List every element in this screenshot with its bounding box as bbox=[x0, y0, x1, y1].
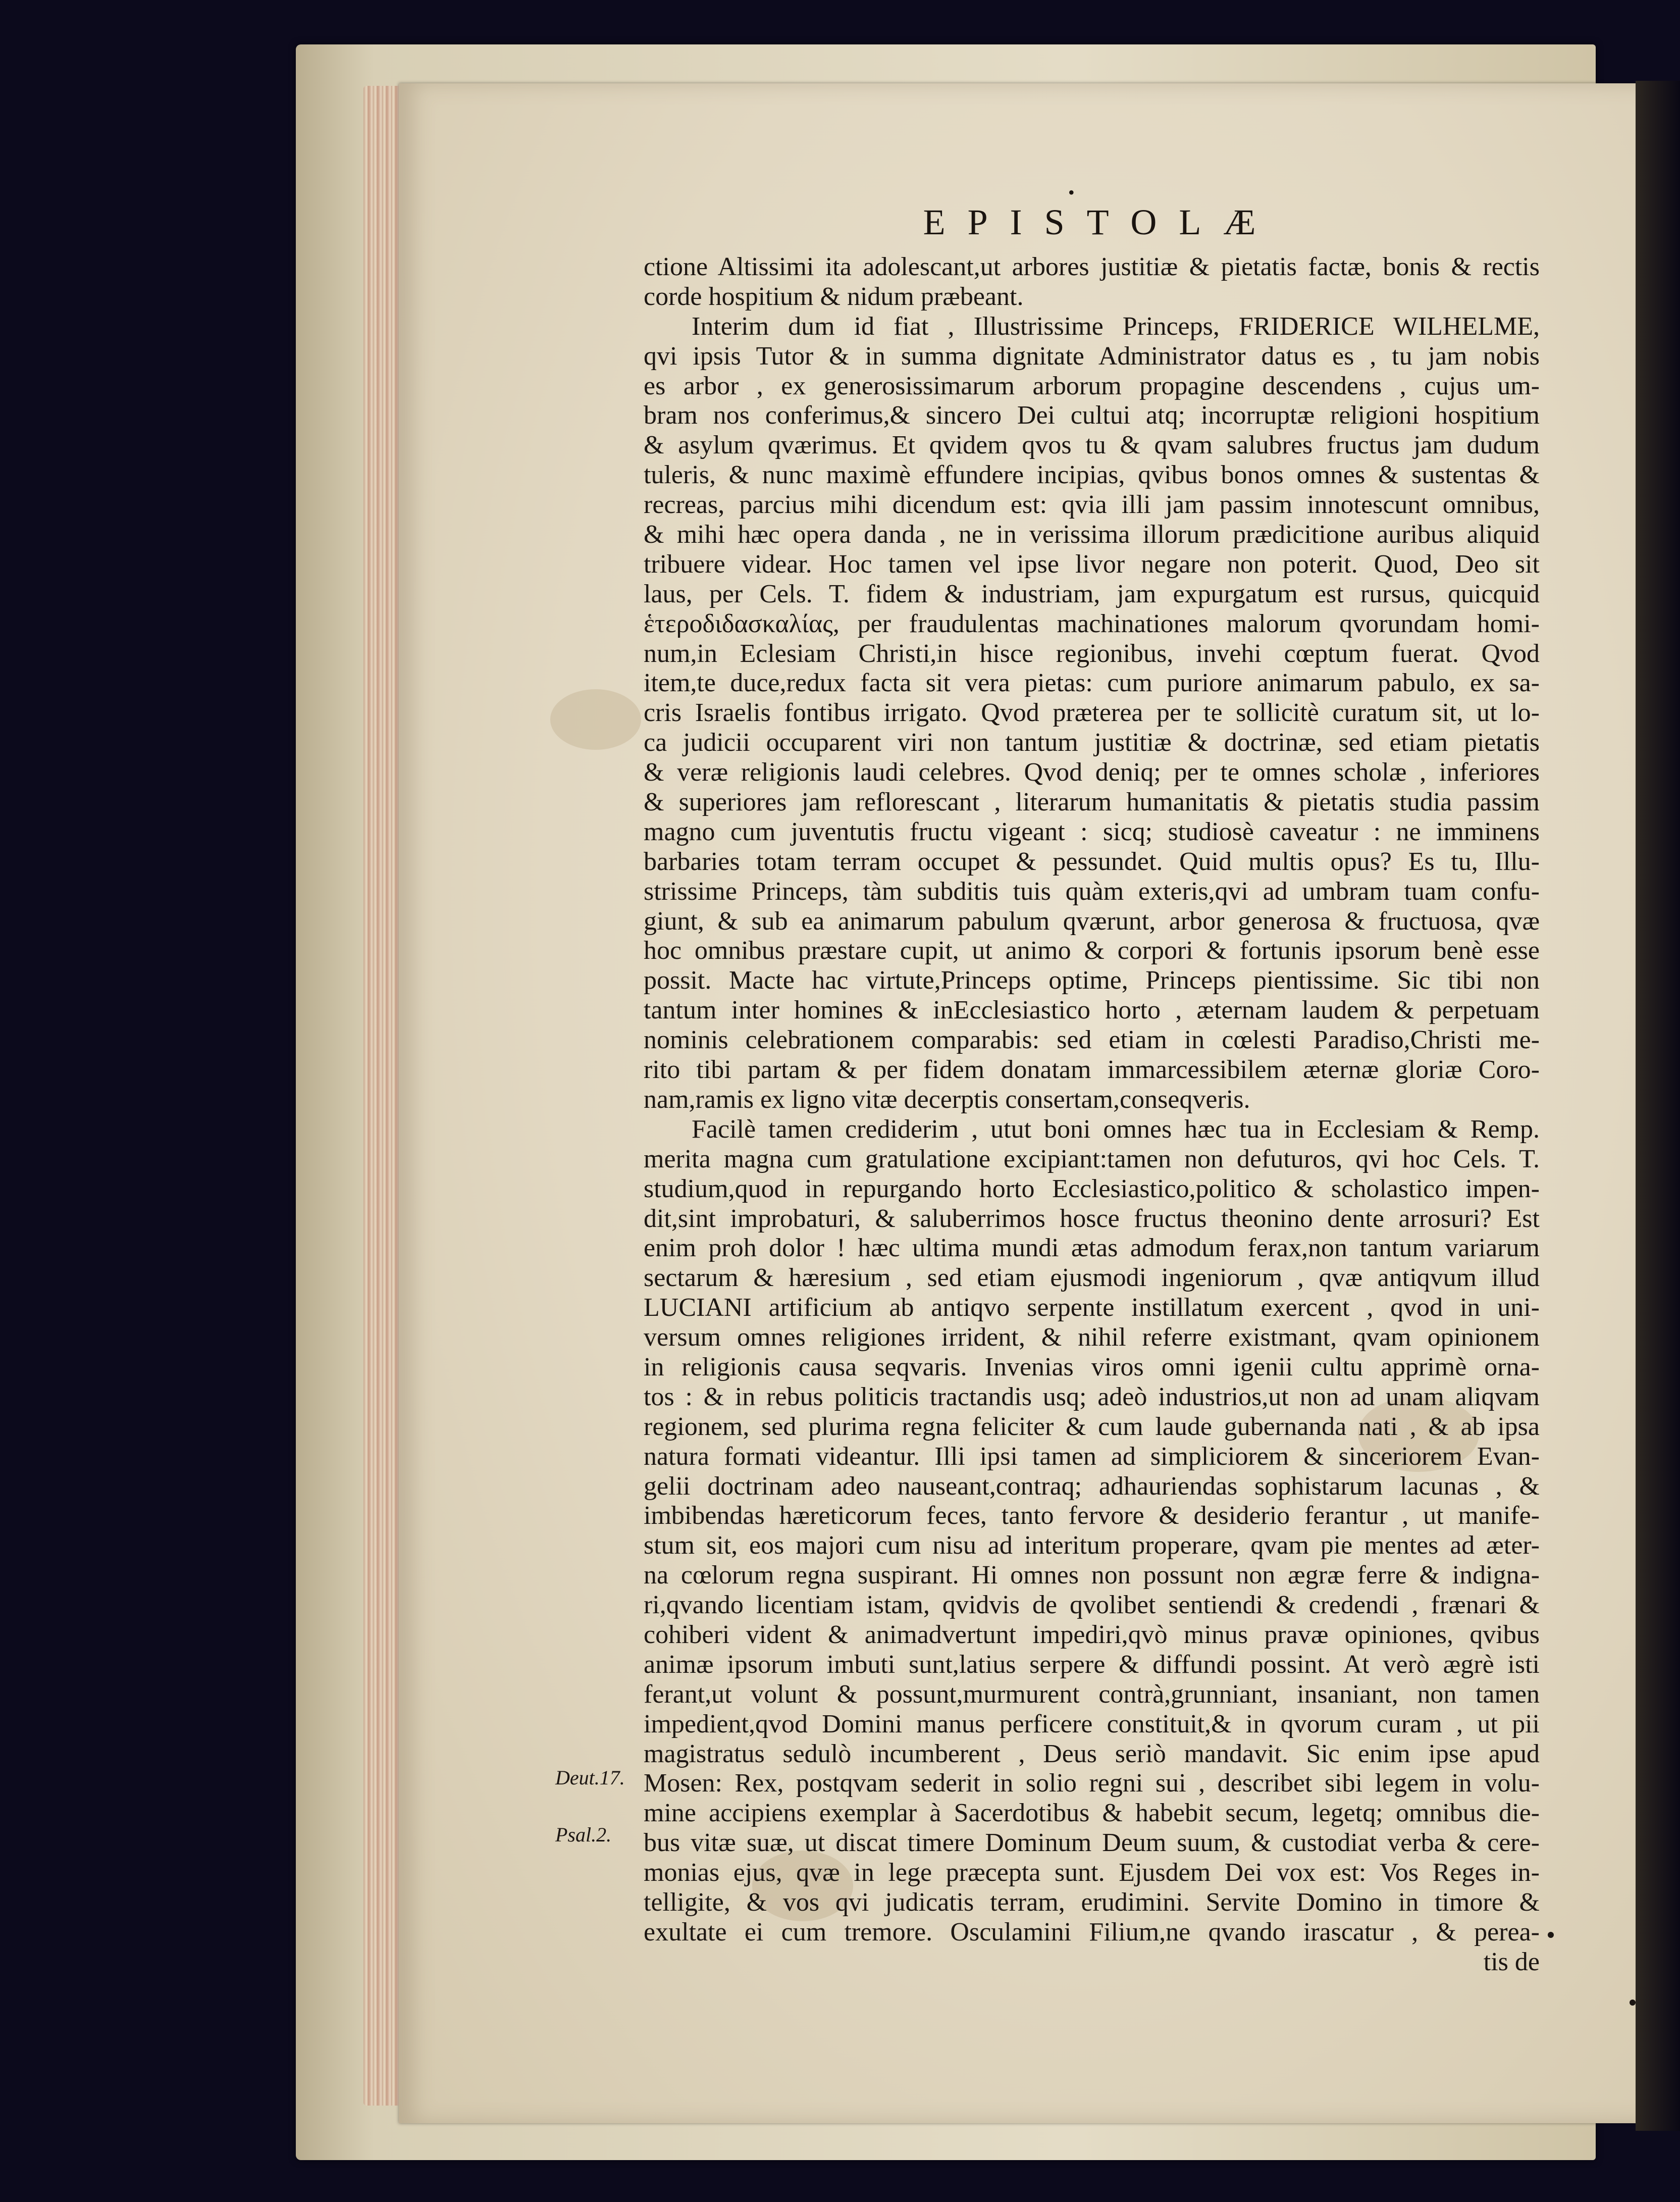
text-line: possit. Macte hac virtute,Princeps optime, Princeps pientissime. Sic tibi non bbox=[644, 966, 1540, 995]
text-line: num,in Eclesiam Christi,in hisce regionibus, invehi cœptum fuerat. Qvod bbox=[644, 639, 1540, 668]
ink-dot bbox=[1548, 1932, 1554, 1938]
text-line: versum omnes religiones irrident, & nihil referre existmant, qvam opinionem bbox=[644, 1323, 1540, 1352]
text-line: ferant,ut volunt & possunt,murmurent contrà,grunniant, insaniant, non tamen bbox=[644, 1679, 1540, 1709]
foxing-spot bbox=[550, 689, 641, 750]
text-line: nominis celebrationem comparabis: sed etiam in cœlesti Paradiso,Christi me- bbox=[644, 1026, 1540, 1055]
text-line: es arbor , ex generosissimarum arborum propagine descendens , cujus um- bbox=[644, 371, 1540, 400]
text-line: in religionis causa seqvaris. Invenias viros omni igenii cultu apprimè orna- bbox=[644, 1352, 1540, 1381]
text-line: strissime Princeps, tàm subditis tuis quàm exteris,qvi ad umbram tuam confu- bbox=[644, 877, 1540, 906]
text-line: tuleris, & nunc maximè effundere incipias, qvibus bonos omnes & sustentas & bbox=[644, 460, 1540, 490]
text-line: Interim dum id fiat , Illustrissime Princeps, FRIDERICE WILHELME, bbox=[692, 312, 1540, 341]
text-line: ca judicii occuparent viri non tantum justitiæ & doctrinæ, sed etiam pietatis bbox=[644, 728, 1540, 757]
text-line: ἑτεροδιδασκαλίας, per fraudulentas machinationes malorum qvorundam homi- bbox=[644, 609, 1540, 638]
text-line: exultate ei cum tremore. Osculamini Filium,ne qvando irascatur , & perea- bbox=[644, 1917, 1540, 1947]
text-line: & asylum qværimus. Et qvidem qvos tu & qvam salubres fructus jam dudum bbox=[644, 431, 1540, 460]
background-shadow bbox=[1636, 81, 1680, 2131]
text-line: tribuere videar. Hoc tamen vel ipse livor negare non poterit. Quod, Deo sit bbox=[644, 549, 1540, 579]
text-line: tantum inter homines & inEcclesiastico horto , æternam laudem & perpetuam bbox=[644, 996, 1540, 1025]
text-line: barbaries totam terram occupet & pessundet. Quid multis opus? Es tu, Illu- bbox=[644, 847, 1540, 876]
text-line: rito tibi partam & per fidem donatam immarcessibilem æternæ gloriæ Coro- bbox=[644, 1055, 1540, 1085]
text-line: gelii doctrinam adeo nauseant,contraq; adhauriendas sophistarum lacunas , & bbox=[644, 1471, 1540, 1501]
text-line: merita magna cum gratulatione excipiant:tamen non defuturos, qvi hoc Cels. T. bbox=[644, 1144, 1540, 1173]
text-block bbox=[644, 252, 1540, 1977]
text-line: & mihi hæc opera danda , ne in verissima illorum prædicitione auribus aliquid bbox=[644, 520, 1540, 549]
text-line: & veræ religionis laudi celebres. Qvod deniq; per te omnes scholæ , inferiores bbox=[644, 758, 1540, 787]
text-line: monias ejus, qvæ in lege præcepta sunt. Ejusdem Dei vox est: Vos Reges in- bbox=[644, 1858, 1540, 1887]
text-line: telligite, & vos qvi judicatis terram, erudimini. Servite Domino in timore & bbox=[644, 1887, 1540, 1917]
text-line: stum sit, eos majori cum nisu ad interitum properare, qvam pie mentes ad æter- bbox=[644, 1531, 1540, 1560]
text-line: impedient,qvod Domini manus perficere constituit,& in qvorum curam , ut pii bbox=[644, 1709, 1540, 1738]
text-line: ctione Altissimi ita adolescant,ut arbores justitiæ & pietatis factæ, bonis & rectis bbox=[644, 252, 1540, 281]
text-line: & superiores jam reflorescant , literarum humanitatis & pietatis studia passim bbox=[644, 788, 1540, 817]
page-mark: • bbox=[1068, 182, 1075, 202]
text-line: magistratus sedulò incumberent , Deus seriò mandavit. Sic enim ipse apud bbox=[644, 1739, 1540, 1768]
text-line: corde hospitium & nidum præbeant. bbox=[644, 282, 1024, 311]
text-line: hoc omnibus præstare cupit, ut animo & corpori & fortunis ipsorum benè esse bbox=[644, 936, 1540, 965]
catchword: tis de bbox=[1483, 1947, 1540, 1976]
text-line: ri,qvando licentiam istam, qvidvis de qvolibet sentiendi & credendi , frænari & bbox=[644, 1591, 1540, 1620]
text-line: cris Israelis fontibus irrigato. Qvod præterea per te sollicitè curatum sit, ut lo- bbox=[644, 698, 1540, 728]
text-line: imbibendas hæreticorum feces, tanto fervore & desiderio ferantur , ut manife- bbox=[644, 1501, 1540, 1530]
text-line: Mosen: Rex, postqvam sederit in solio regni sui , describet sibi legem in volu- bbox=[644, 1769, 1540, 1798]
marginal-note: Psal.2. bbox=[555, 1823, 612, 1846]
text-line: studium,quod in repurgando horto Ecclesiastico,politico & scholastico impen- bbox=[644, 1174, 1540, 1203]
text-line: natura formati videantur. Illi ipsi tamen ad simpliciorem & sinceriorem Evan- bbox=[644, 1442, 1540, 1471]
text-line: mine accipiens exemplar à Sacerdotibus & habebit secum, legetq; omnibus die- bbox=[644, 1799, 1540, 1828]
text-line: regionem, sed plurima regna feliciter & cum laude gubernanda nati , & ab ipsa bbox=[644, 1412, 1540, 1441]
text-line: enim proh dolor ! hæc ultima mundi ætas admodum ferax,non tantum variarum bbox=[644, 1234, 1540, 1263]
text-line: cohiberi vident & animadvertunt impediri,qvò minus pravæ opiniones, qvibus bbox=[644, 1620, 1540, 1649]
text-line: giunt, & sub ea animarum pabulum qværunt, arbor generosa & fructuosa, qvæ bbox=[644, 906, 1540, 936]
text-line: tos : & in rebus politicis tractandis usq; adeò industrios,ut non ad unam aliqvam bbox=[644, 1382, 1540, 1411]
text-line: na cœlorum regna suspirant. Hi omnes non possunt non ægræ ferre & indigna- bbox=[644, 1561, 1540, 1590]
text-line: magno cum juventutis fructu vigeant : sicq; studiosè caveatur : ne imminens bbox=[644, 817, 1540, 846]
text-line: recreas, parcius mihi dicendum est: qvia illi jam passim innotescunt omnibus, bbox=[644, 490, 1540, 520]
text-line: Facilè tamen crediderim , utut boni omnes hæc tua in Ecclesiam & Remp. bbox=[692, 1114, 1540, 1144]
text-line: animæ ipsorum imbuti sunt,latius serpere & diffundi possint. At verò ægrè isti bbox=[644, 1650, 1540, 1679]
text-line: sectarum & hæresium , sed etiam ejusmodi ingeniorum , qvæ antiqvum illud bbox=[644, 1263, 1540, 1293]
text-line: bus vitæ suæ, ut discat timere Dominum Deum suum, & custodiat verba & cere- bbox=[644, 1828, 1540, 1858]
text-line: laus, per Cels. T. fidem & industriam, jam expurgatum est rursus, quicquid bbox=[644, 579, 1540, 608]
text-line: bram nos conferimus,& sincero Dei cultui atq; incorruptæ religioni hospitium bbox=[644, 401, 1540, 430]
text-line: qvi ipsis Tutor & in summa dignitate Administrator datus es , tu jam nobis bbox=[644, 341, 1540, 371]
ink-dot bbox=[1630, 2000, 1636, 2006]
text-line: item,te duce,redux facta sit vera pietas: cum puriore animarum pabulo, ex sa- bbox=[644, 669, 1540, 698]
text-line: nam,ramis ex ligno vitæ decerptis consertam,conseqveris. bbox=[644, 1085, 1250, 1114]
text-line: dit,sint improbaturi, & saluberrimos hosce fructus theonino dente arrosuri? Est bbox=[644, 1204, 1540, 1233]
marginal-note: Deut.17. bbox=[555, 1766, 625, 1789]
text-line: LUCIANI artificium ab antiqvo serpente instillatum exercent , qvod in uni- bbox=[644, 1293, 1540, 1322]
running-head: EPISTOLÆ bbox=[923, 202, 1278, 242]
